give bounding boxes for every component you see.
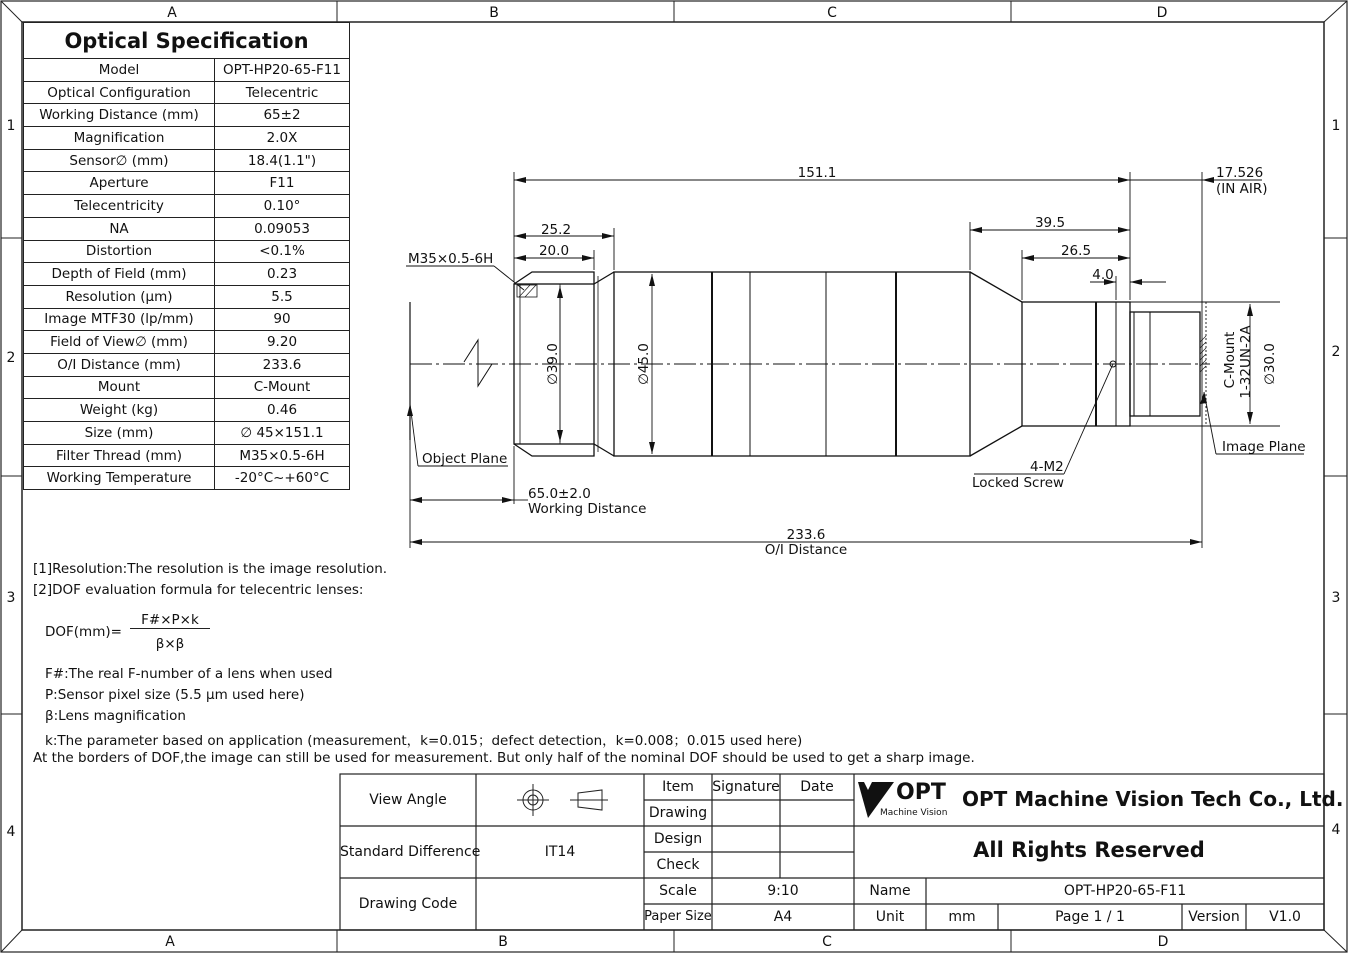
spec-value: 9.20 [215,331,350,354]
dof-lhs: DOF(mm)= [45,624,122,640]
std-diff-label: Standard Difference [340,844,481,860]
lens-drawing [410,272,1280,456]
zone-col-b-top: B [489,5,499,21]
spec-row [24,81,350,104]
zone-row-3-left: 3 [6,590,16,606]
item-label: Item [662,779,694,795]
spec-value: F11 [215,172,350,195]
zone-row-3-right: 3 [1331,590,1341,606]
unit-value: mm [948,909,976,925]
company-name: OPT Machine Vision Tech Co., Ltd. [962,787,1344,811]
zone-row-4-left: 4 [6,824,16,840]
spec-value: OPT-HP20-65-F11 [215,59,350,82]
dim-25-2: 25.2 [540,222,572,238]
spec-row [24,172,350,195]
dim-air-note: (IN AIR) [1216,181,1268,197]
zone-col-a-bottom: A [165,934,175,950]
note-f-definition: F#:The real F-number of a lens when used [45,666,333,682]
spec-value: 233.6 [215,353,350,376]
spec-value: 0.23 [215,263,350,286]
zone-col-b-bottom: B [498,934,508,950]
spec-row [24,104,350,127]
zone-col-c-top: C [827,5,837,21]
screw-label-2: Locked Screw [972,475,1065,491]
wd-value: 65.0±2.0 [528,486,591,502]
spec-label: Weight (kg) [24,399,215,422]
spec-value: <0.1% [215,240,350,263]
object-plane-label: Object Plane [422,451,508,467]
spec-value: 0.10° [215,195,350,218]
std-diff-value: IT14 [544,844,576,860]
spec-label: Working Distance (mm) [24,104,215,127]
check-label: Check [656,857,700,873]
dim-air: 17.526 [1216,165,1264,181]
spec-row [24,59,350,82]
spec-row [24,353,350,376]
spec-row [24,263,350,286]
spec-label: Magnification [24,127,215,150]
zone-row-1-right: 1 [1331,118,1341,134]
paper-size-label: Paper Size [644,909,712,924]
spec-label: Image MTF30 (lp/mm) [24,308,215,331]
spec-value: 18.4(1.1") [215,149,350,172]
dim-4-0: 4.0 [1092,267,1114,283]
spec-value: 90 [215,308,350,331]
spec-value: 65±2 [215,104,350,127]
oi-label: O/I Distance [764,542,848,558]
drawing-code-label: Drawing Code [358,896,458,912]
design-label: Design [653,831,703,847]
date-label: Date [800,779,834,795]
spec-label: Size (mm) [24,422,215,445]
spec-label: Distortion [24,240,215,263]
spec-row [24,331,350,354]
spec-value: C-Mount [215,376,350,399]
version-value: V1.0 [1269,909,1301,925]
zone-col-d-top: D [1156,5,1168,21]
spec-label: Mount [24,376,215,399]
spec-label: Filter Thread (mm) [24,444,215,467]
page-number: Page 1 / 1 [1055,909,1125,925]
spec-row [24,285,350,308]
spec-row [24,149,350,172]
zone-col-d-bottom: D [1157,934,1169,950]
spec-label: Sensor∅ (mm) [24,149,215,172]
spec-label: Field of View∅ (mm) [24,331,215,354]
spec-value: Telecentric [215,81,350,104]
drawing-label: Drawing [648,805,708,821]
spec-row [24,399,350,422]
projection-symbol-icon [517,784,608,816]
dim-39-5: 39.5 [1034,215,1066,231]
spec-value: 2.0X [215,127,350,150]
dim-20-0: 20.0 [538,243,570,259]
note-beta-definition: β:Lens magnification [45,708,186,724]
spec-label: Resolution (μm) [24,285,215,308]
image-plane-label: Image Plane [1222,439,1306,455]
spec-row [24,422,350,445]
logo-subtitle: Machine Vision [880,808,948,818]
wd-label: Working Distance [528,501,647,517]
spec-row [24,376,350,399]
view-angle-label: View Angle [369,792,447,808]
spec-label: Model [24,59,215,82]
name-value: OPT-HP20-65-F11 [1063,883,1187,899]
spec-label: Working Temperature [24,467,215,490]
spec-value: 0.09053 [215,217,350,240]
spec-value: M35×0.5-6H [215,444,350,467]
dia-30-label: ∅30.0 [1262,343,1278,385]
spec-label: Optical Configuration [24,81,215,104]
spec-label: NA [24,217,215,240]
spec-value: 0.46 [215,399,350,422]
note-dof-border: At the borders of DOF,the image can still be used for measurement. But only half of the nominal DOF should be used to get a sharp image. [33,750,975,766]
scale-label: Scale [659,883,697,899]
rights-text: All Rights Reserved [973,838,1205,862]
zone-row-2-right: 2 [1331,344,1341,360]
note-k-definition: k:The parameter based on application (measurement，k=0.015；defect detection，k=0.008；0.015 used here) [45,733,803,749]
spec-row [24,444,350,467]
spec-row [24,195,350,218]
spec-row [24,240,350,263]
zone-col-a-top: A [167,5,177,21]
spec-row [24,217,350,240]
spec-row [24,127,350,150]
dof-denominator: β×β [155,636,185,652]
spec-label: O/I Distance (mm) [24,353,215,376]
spec-label: Telecentricity [24,195,215,218]
dia-45-label: ∅45.0 [636,343,652,385]
screw-label-1: 4-M2 [1030,459,1064,475]
mount-label-2: 1-32UN-2A [1238,325,1254,399]
thread-label: M35×0.5-6H [408,251,494,267]
scale-value: 9:10 [767,883,799,899]
spec-value: 5.5 [215,285,350,308]
zone-col-c-bottom: C [822,934,832,950]
spec-value: ∅ 45×151.1 [215,422,350,445]
dim-total-length: 151.1 [797,165,837,181]
paper-size-value: A4 [773,909,793,925]
name-label: Name [869,883,911,899]
spec-row [24,467,350,490]
dof-numerator: F#×P×k [130,612,210,629]
note-dof-formula: [2]DOF evaluation formula for telecentric lenses: [33,582,364,598]
zone-row-4-right: 4 [1331,822,1341,838]
spec-label: Aperture [24,172,215,195]
optical-spec-table [23,22,350,490]
dim-26-5: 26.5 [1060,243,1092,259]
unit-label: Unit [875,909,905,925]
version-label: Version [1188,909,1240,925]
note-p-definition: P:Sensor pixel size (5.5 μm used here) [45,687,305,703]
signature-label: Signature [712,779,780,795]
oi-value: 233.6 [786,527,826,543]
spec-label: Depth of Field (mm) [24,263,215,286]
mount-label-1: C-Mount [1222,331,1238,389]
zone-row-1-left: 1 [6,118,16,134]
spec-value: -20°C~+60°C [215,467,350,490]
spec-row [24,308,350,331]
dia-39-label: ∅39.0 [545,343,561,385]
zone-row-2-left: 2 [6,350,16,366]
spec-title: Optical Specification [24,23,350,59]
note-resolution: [1]Resolution:The resolution is the image resolution. [33,561,388,577]
logo-text: OPT [896,780,946,805]
